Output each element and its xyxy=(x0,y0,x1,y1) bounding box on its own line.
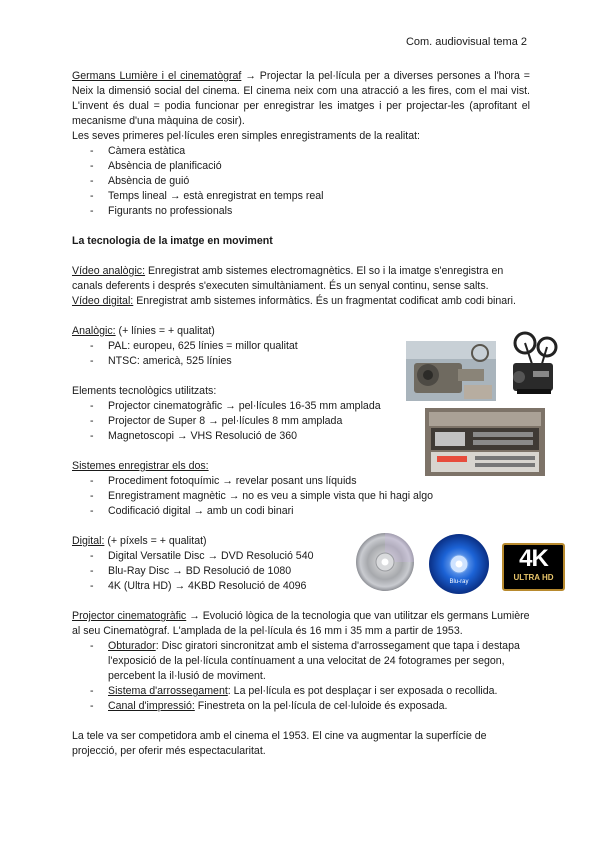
systems-list xyxy=(72,474,530,519)
digital-label: Digital: xyxy=(72,535,105,547)
list-item: - Figurants no professionals xyxy=(72,204,530,219)
dvd-disc-image xyxy=(355,532,415,592)
list-item: - Projector de Super 8 → pel·lícules 8 mm amplada xyxy=(72,414,530,429)
list-item: - Magnetoscopi → VHS Resolució de 360 xyxy=(72,429,530,444)
video-digital-label: Vídeo digital: xyxy=(72,295,134,307)
digital-suffix: (+ píxels = + qualitat) xyxy=(104,535,207,547)
list-item xyxy=(72,684,530,699)
part-label: Sistema d'arrossegament xyxy=(108,685,228,697)
video-digital-paragraph xyxy=(72,294,530,309)
section-title: La tecnologia de la imatge en moviment xyxy=(72,235,273,247)
list-item: - Temps lineal → està enregistrat en temps real xyxy=(72,189,530,204)
analog-label: Analògic: xyxy=(72,325,116,337)
part-label: Obturador xyxy=(108,640,156,652)
elements-title: Elements tecnològics utilitzats: xyxy=(72,385,217,397)
analog-heading xyxy=(72,324,530,339)
film-projector-photo xyxy=(406,341,496,401)
super8-projector-photo xyxy=(505,331,561,397)
intro-list-intro: Les seves primeres pel·lícules eren simples enregistraments de la realitat: xyxy=(72,130,420,142)
4k-logo-text: 4K xyxy=(519,545,548,572)
list-item: - NTSC: americà, 525 línies xyxy=(72,354,530,369)
analog-suffix: (+ línies = + qualitat) xyxy=(115,325,215,337)
list-item: - Blu-Ray Disc → BD Resolució de 1080 xyxy=(72,564,530,579)
4k-ultra-hd-logo xyxy=(502,543,565,591)
part-text: Finestreta on la pel·lícula de cel·luloide és exposada. xyxy=(194,700,448,712)
list-item: - Càmera estàtica xyxy=(72,144,530,159)
page-header: Com. audiovisual tema 2 xyxy=(405,36,527,48)
list-item: - Procediment fotoquímic → revelar posant uns líquids xyxy=(72,474,530,489)
systems-title: Sistemes enregistrar els dos: xyxy=(72,460,209,472)
part-label: Canal d'impressió: xyxy=(108,700,195,712)
list-item: - Digital Versatile Disc → DVD Resolució 540 xyxy=(72,549,530,564)
video-analog-text: Enregistrat amb sistemes electromagnètics. El so i la imatge s'enregistra en canals deferents i després s'executen simultàniament. És un senyal continu, sense salts. xyxy=(72,265,504,292)
projector-parts-list xyxy=(72,639,530,714)
bluray-label: Blu-ray xyxy=(449,579,469,585)
part-text: : La pel·lícula es pot desplaçar i ser exposada o recollida. xyxy=(227,685,498,697)
list-item xyxy=(72,639,530,684)
video-analog-paragraph xyxy=(72,264,530,294)
vcr-photo xyxy=(425,408,545,476)
ultra-hd-logo-text: ULTRA HD xyxy=(513,573,554,582)
list-item: - Projector cinematogràfic → pel·lícules 16-35 mm amplada xyxy=(72,399,530,414)
list-item: - Absència de guió xyxy=(72,174,530,189)
list-item: - 4K (Ultra HD) → 4KBD Resolució de 4096 xyxy=(72,579,530,594)
projector-text: → Evolució lògica de la tecnologia que van utilitzar els germans Lumière al seu Cinematògraf. L'amplada de la pel·lícula és 16 mm i 35 mm a partir de 1953. xyxy=(72,610,530,637)
intro-list xyxy=(72,144,530,219)
list-item: - PAL: europeu, 625 línies = millor qualitat xyxy=(72,339,530,354)
intro-paragraph xyxy=(72,69,530,129)
part-text: : Disc giratori sincronitzat amb el sistema d'arrossegament que tapa i destapa l'exposició de la pel·lícula contínuament a una velocitat de 24 fotogrames per segon, percebent la il·lusió de moviment. xyxy=(108,640,520,682)
video-analog-label: Vídeo analògic: xyxy=(72,265,146,277)
intro-text: → Projectar la pel·lícula per a diverses persones a l'hora = Neix la dimensió social del cinema. El cinema neix com una atracció a les fires, com el mai vist. L'invent és dual = podia funcionar per enregistrar les imatges i per projectar-les (aprofitant el mecanisme d'una màquina de cosir). xyxy=(72,70,530,127)
projector-paragraph xyxy=(72,609,530,639)
video-digital-text: Enregistrat amb sistemes informàtics. És un fragmentat codificat amb codi binari. xyxy=(133,295,516,307)
list-item: - Enregistrament magnètic → no es veu a simple vista que hi hagi algo xyxy=(72,489,530,504)
list-item: - Absència de planificació xyxy=(72,159,530,174)
list-item: - Codificació digital → amb un codi binari xyxy=(72,504,530,519)
list-item xyxy=(72,699,530,714)
intro-heading: Germans Lumière i el cinematògraf xyxy=(72,70,242,82)
closing-paragraph: La tele va ser competidora amb el cinema el 1953. El cine va augmentar la superfície de projecció, per oferir més espectacularitat. xyxy=(72,730,487,757)
bluray-disc-image xyxy=(428,533,490,595)
projector-label: Projector cinematogràfic xyxy=(72,610,187,622)
